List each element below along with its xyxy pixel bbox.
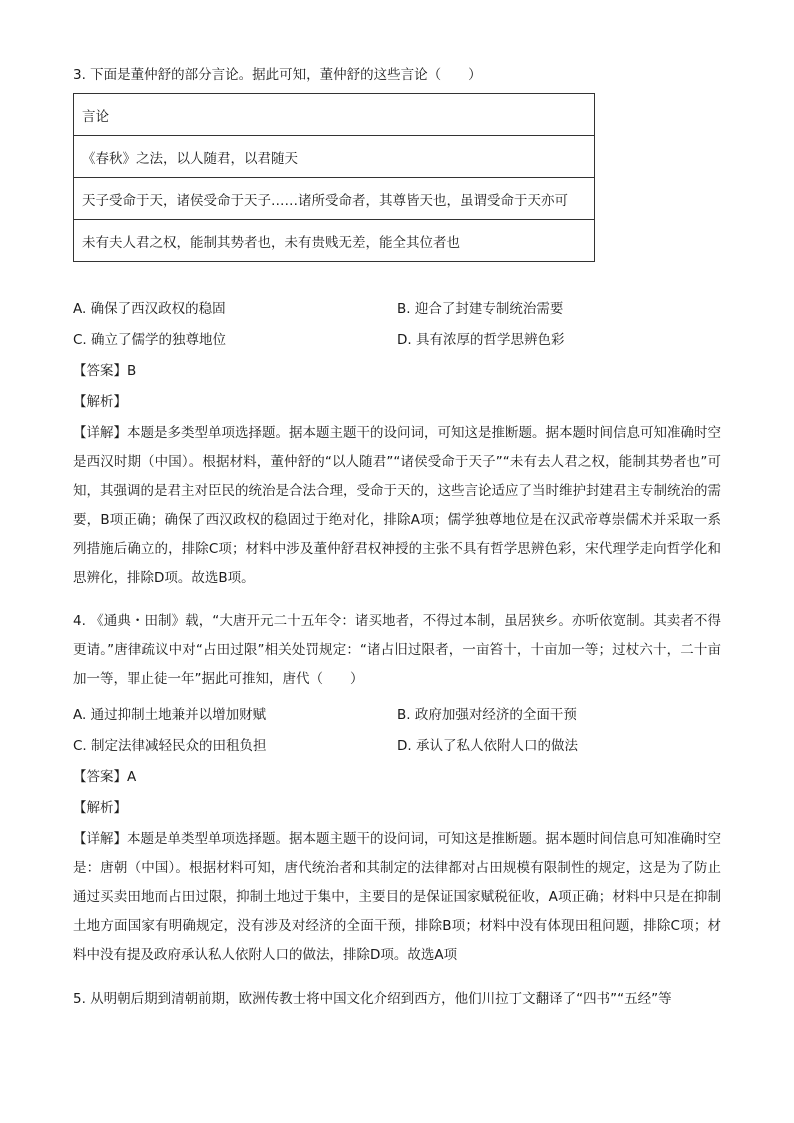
q4-option-b: B. 政府加强对经济的全面干预 — [397, 707, 577, 723]
table-row — [74, 94, 595, 136]
table-row — [74, 178, 595, 220]
q4-answer-line — [73, 767, 136, 787]
q3-analysis-label: 【解析】 — [73, 394, 127, 410]
table-row — [74, 136, 595, 178]
table-cell: 未有夫人君之权，能制其势者也，未有贵贱无差，能全其位者也 — [74, 220, 595, 262]
q4-option-d: D. 承认了私人依附人口的做法 — [397, 738, 578, 754]
q3-detail-paragraph: 【详解】本题是多类型单项选择题。据本题主题干的设问词，可知这是推断题。据本题时间信息可知准确时空是西汉时期（中国）。根据材料，董仲舒的“以人随君”“诸侯受命于天子”“未有去人君之权，能制其势者也”可知，其强调的是君主对臣民的统治是合法合理，受命于天的，这些言论适应了当时维护封建君主专制统治的需要，B项正确；确保了西汉政权的稳固过于绝对化，排除A项；儒学独尊地位是在汉武帝尊崇儒术并采取一系列措施后确立的，排除C项；材料中涉及董仲舒君权神授的主张不具有哲学思辨色彩，宋代理学走向哲学化和思辨化，排除D项。故选B项。 — [73, 425, 721, 586]
table-row — [74, 220, 595, 262]
table-header-cell: 言论 — [74, 94, 595, 136]
table-cell: 《春秋》之法，以人随君，以君随天 — [74, 136, 595, 178]
q3-option-c: C. 确立了儒学的独尊地位 — [73, 332, 227, 348]
q4-analysis-label: 【解析】 — [73, 800, 127, 816]
q3-stem: 3. 下面是董仲舒的部分言论。据此可知，董仲舒的这些言论（ ） — [73, 67, 482, 83]
q4-detail-paragraph: 【详解】本题是单类型单项选择题。据本题主题干的设问词，可知这是推断题。据本题时间信息可知准确时空是：唐朝（中国）。根据材料可知，唐代统治者和其制定的法律都对占田规模有限制性的规定，这是为了防止通过买卖田地而占田过限，抑制土地过于集中，主要目的是保证国家赋税征收，A项正确；材料中只是在抑制土地方面国家有明确规定，没有涉及对经济的全面干预，排除B项；材料中没有体现田租问题，排除C项；材料中没有提及政府承认私人依附人口的做法，排除D项。故选A项 — [73, 831, 721, 963]
q4-stem: 4. 《通典・田制》载，“大唐开元二十五年令：诸买地者，不得过本制，虽居狭乡。亦听依宽制。其卖者不得更请。”唐律疏议中对“占田过限”相关处罚规定：“诸占旧过限者，一亩笞十，十亩加一等；过杖六十，二十亩加一等，罪止徒一年”据此可推知，唐代（ ） — [73, 613, 721, 687]
answer-label: 【答案】 — [73, 363, 127, 379]
q3-option-a: A. 确保了西汉政权的稳固 — [73, 301, 226, 317]
q3-answer-line — [73, 361, 136, 381]
q3-option-d: D. 具有浓厚的哲学思辨色彩 — [397, 332, 565, 348]
q3-quote-table — [73, 93, 595, 262]
answer-value: B — [127, 363, 137, 379]
q3-option-b: B. 迎合了封建专制统治需要 — [397, 301, 564, 317]
answer-value: A — [127, 769, 137, 785]
q4-option-c: C. 制定法律减轻民众的田租负担 — [73, 738, 267, 754]
q5-stem: 5. 从明朝后期到清朝前期，欧洲传教士将中国文化介绍到西方，他们川拉丁文翻译了“四书”“五经”等 — [73, 991, 672, 1007]
table-cell: 天子受命于天，诸侯受命于天子……诸所受命者，其尊皆天也，虽谓受命于天亦可 — [74, 178, 595, 220]
answer-label: 【答案】 — [73, 769, 127, 785]
q4-option-a: A. 通过抑制土地兼并以增加财赋 — [73, 707, 267, 723]
